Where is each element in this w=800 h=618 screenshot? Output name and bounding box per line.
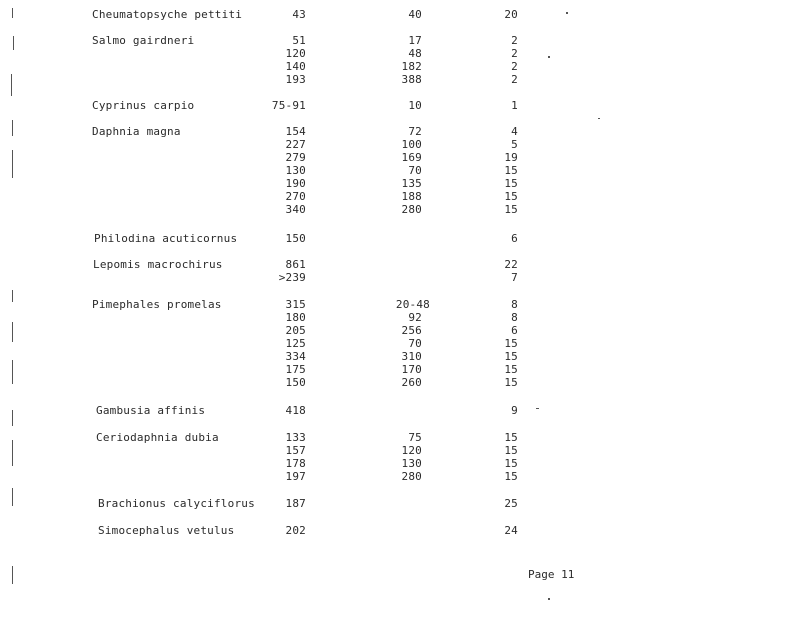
column-1-value: 190 bbox=[285, 177, 306, 190]
species-name: Pimephales promelas bbox=[92, 298, 222, 311]
scan-speck bbox=[12, 8, 13, 18]
species-name: Lepomis macrochirus bbox=[93, 258, 223, 271]
column-2-value: 48 bbox=[408, 47, 422, 60]
species-name: Simocephalus vetulus bbox=[98, 524, 235, 537]
column-3-value: 4 bbox=[511, 125, 518, 138]
column-2-value: 182 bbox=[401, 60, 422, 73]
column-1-value: 187 bbox=[285, 497, 306, 510]
column-1-value: >239 bbox=[278, 271, 306, 284]
column-1-value: 150 bbox=[285, 376, 306, 389]
species-name: Daphnia magna bbox=[92, 125, 181, 138]
column-1-value: 150 bbox=[285, 232, 306, 245]
column-2-value: 260 bbox=[401, 376, 422, 389]
column-2-value: 388 bbox=[401, 73, 422, 86]
column-3-value: 25 bbox=[504, 497, 518, 510]
column-3-value: 2 bbox=[511, 34, 518, 47]
column-1-value: 202 bbox=[285, 524, 306, 537]
species-name: Cyprinus carpio bbox=[92, 99, 195, 112]
species-name: Brachionus calyciflorus bbox=[98, 497, 255, 510]
column-3-value: 2 bbox=[511, 47, 518, 60]
column-1-value: 154 bbox=[285, 125, 306, 138]
column-2-value: 280 bbox=[401, 470, 422, 483]
column-1-value: 43 bbox=[292, 8, 306, 21]
column-2-value: 72 bbox=[408, 125, 422, 138]
scan-speck bbox=[12, 410, 13, 426]
column-3-value: 15 bbox=[504, 431, 518, 444]
species-name: Gambusia affinis bbox=[96, 404, 206, 417]
column-3-value: 9 bbox=[511, 404, 518, 417]
column-2-value: 70 bbox=[408, 337, 422, 350]
column-2-value: 100 bbox=[401, 138, 422, 151]
column-1-value: 418 bbox=[285, 404, 306, 417]
column-3-value: 8 bbox=[511, 298, 518, 311]
column-1-value: 133 bbox=[285, 431, 306, 444]
column-1-value: 227 bbox=[285, 138, 306, 151]
column-1-value: 334 bbox=[285, 350, 306, 363]
scan-speck bbox=[548, 56, 550, 58]
column-2-value: 256 bbox=[401, 324, 422, 337]
scan-speck bbox=[12, 322, 13, 342]
column-1-value: 180 bbox=[285, 311, 306, 324]
column-2-value: 188 bbox=[401, 190, 422, 203]
column-3-value: 24 bbox=[504, 524, 518, 537]
column-1-value: 178 bbox=[285, 457, 306, 470]
column-3-value: 7 bbox=[511, 271, 518, 284]
column-3-value: 20 bbox=[504, 8, 518, 21]
column-2-value: 170 bbox=[401, 363, 422, 376]
scan-speck bbox=[12, 360, 13, 384]
column-3-value: 8 bbox=[511, 311, 518, 324]
column-3-value: 15 bbox=[504, 376, 518, 389]
column-3-value: 15 bbox=[504, 444, 518, 457]
species-name: Philodina acuticornus bbox=[94, 232, 238, 245]
species-name: Salmo gairdneri bbox=[92, 34, 195, 47]
column-1-value: 125 bbox=[285, 337, 306, 350]
column-2-value: 20-48 bbox=[395, 298, 430, 311]
column-2-value: 135 bbox=[401, 177, 422, 190]
column-3-value: 15 bbox=[504, 363, 518, 376]
page-number: Page 11 bbox=[528, 568, 575, 581]
scan-speck bbox=[12, 488, 13, 506]
column-2-value: 280 bbox=[401, 203, 422, 216]
scan-speck bbox=[12, 440, 13, 466]
column-3-value: 15 bbox=[504, 350, 518, 363]
column-3-value: 15 bbox=[504, 457, 518, 470]
column-1-value: 205 bbox=[285, 324, 306, 337]
column-1-value: 120 bbox=[285, 47, 306, 60]
scan-speck bbox=[536, 408, 539, 409]
scan-speck bbox=[548, 598, 550, 600]
column-1-value: 270 bbox=[285, 190, 306, 203]
scan-speck bbox=[12, 290, 13, 302]
species-name: Cheumatopsyche pettiti bbox=[92, 8, 243, 21]
column-3-value: 15 bbox=[504, 203, 518, 216]
column-1-value: 130 bbox=[285, 164, 306, 177]
column-3-value: 22 bbox=[504, 258, 518, 271]
column-3-value: 19 bbox=[504, 151, 518, 164]
column-1-value: 315 bbox=[285, 298, 306, 311]
column-2-value: 10 bbox=[408, 99, 422, 112]
column-2-value: 70 bbox=[408, 164, 422, 177]
column-1-value: 861 bbox=[285, 258, 306, 271]
column-2-value: 310 bbox=[401, 350, 422, 363]
column-1-value: 140 bbox=[285, 60, 306, 73]
column-3-value: 15 bbox=[504, 337, 518, 350]
column-1-value: 193 bbox=[285, 73, 306, 86]
column-2-value: 17 bbox=[408, 34, 422, 47]
column-3-value: 15 bbox=[504, 177, 518, 190]
column-1-value: 279 bbox=[285, 151, 306, 164]
column-3-value: 1 bbox=[511, 99, 518, 112]
scan-speck bbox=[566, 12, 568, 14]
scan-speck bbox=[12, 150, 13, 178]
column-2-value: 130 bbox=[401, 457, 422, 470]
column-3-value: 5 bbox=[511, 138, 518, 151]
column-1-value: 340 bbox=[285, 203, 306, 216]
column-2-value: 92 bbox=[408, 311, 422, 324]
column-1-value: 197 bbox=[285, 470, 306, 483]
species-name: Ceriodaphnia dubia bbox=[96, 431, 219, 444]
column-3-value: 15 bbox=[504, 190, 518, 203]
scan-speck bbox=[12, 120, 13, 136]
column-2-value: 120 bbox=[401, 444, 422, 457]
scan-speck bbox=[598, 118, 600, 119]
column-3-value: 6 bbox=[511, 232, 518, 245]
column-2-value: 40 bbox=[408, 8, 422, 21]
column-3-value: 2 bbox=[511, 60, 518, 73]
scan-speck bbox=[11, 74, 12, 96]
column-1-value: 51 bbox=[292, 34, 306, 47]
column-3-value: 15 bbox=[504, 164, 518, 177]
column-1-value: 157 bbox=[285, 444, 306, 457]
column-2-value: 75 bbox=[408, 431, 422, 444]
scan-speck bbox=[12, 566, 13, 584]
column-2-value: 169 bbox=[401, 151, 422, 164]
column-1-value: 175 bbox=[285, 363, 306, 376]
column-3-value: 6 bbox=[511, 324, 518, 337]
scan-speck bbox=[13, 36, 14, 50]
column-3-value: 15 bbox=[504, 470, 518, 483]
column-1-value: 75-91 bbox=[271, 99, 306, 112]
column-3-value: 2 bbox=[511, 73, 518, 86]
